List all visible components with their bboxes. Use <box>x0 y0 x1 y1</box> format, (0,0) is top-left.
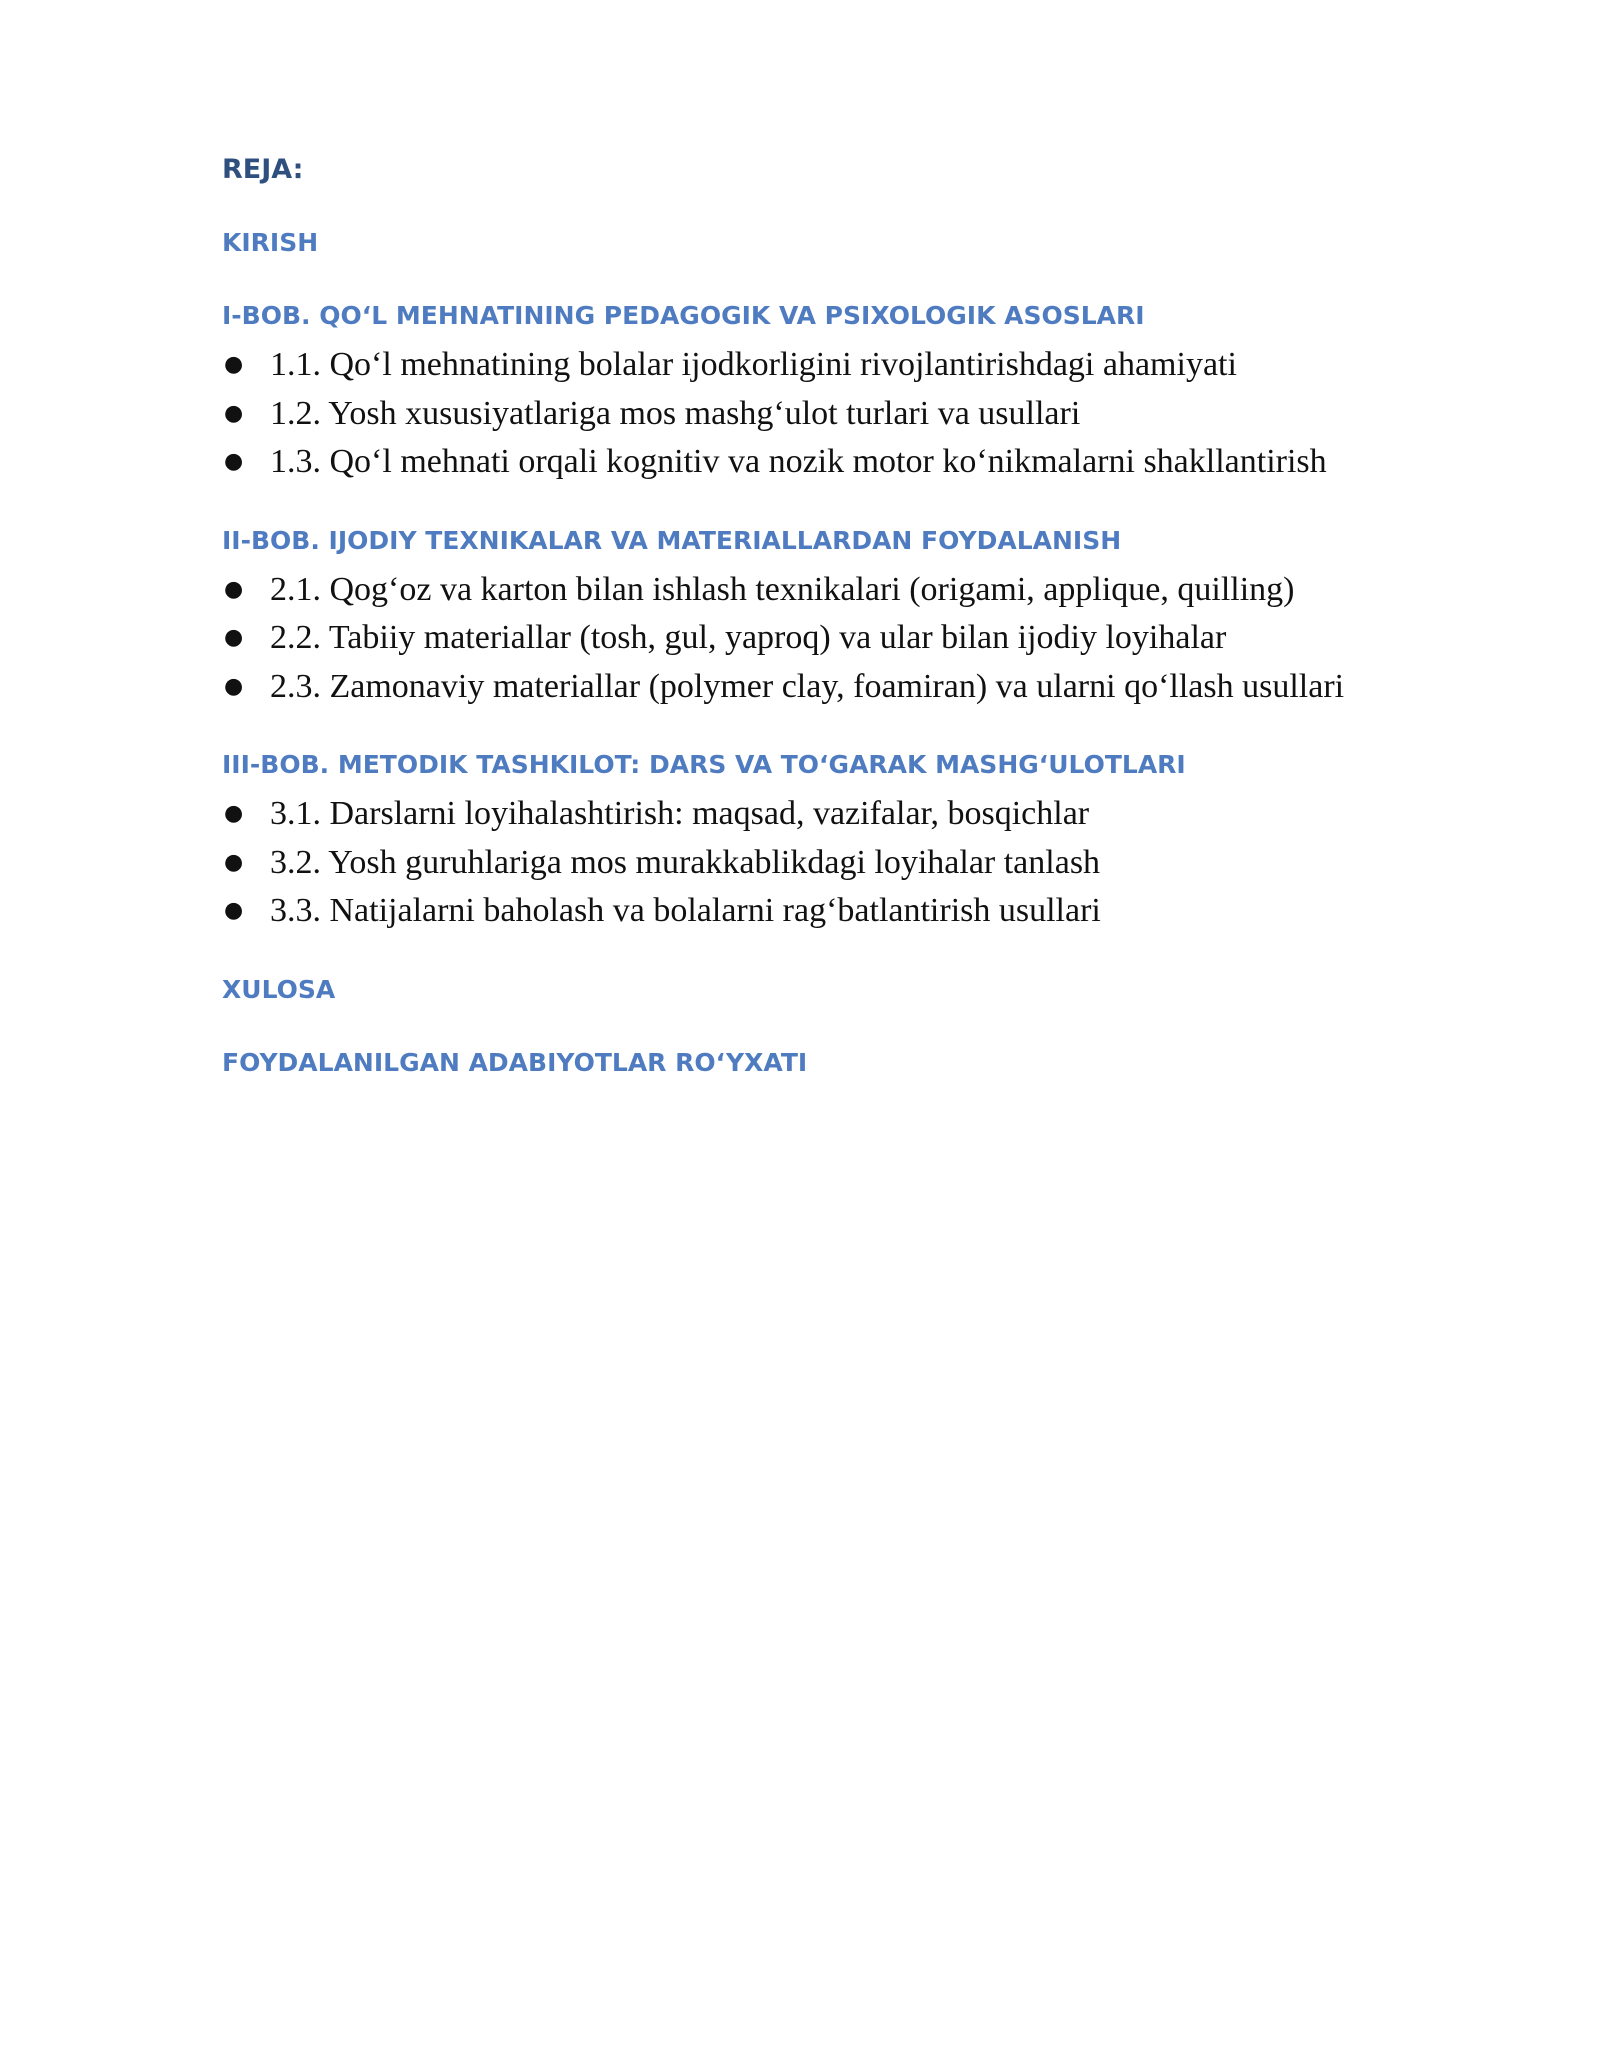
section-heading: FOYDALANILGAN ADABIYOTLAR RO‘YXATI <box>222 1047 808 1077</box>
section-heading: KIRISH <box>222 228 319 257</box>
bullet-icon: ● <box>224 400 244 426</box>
list-item-text: 2.2. Tabiiy materiallar (tosh, gul, yaproq) va ular bilan ijodiy loyihalar <box>270 619 1227 656</box>
bullet-icon: ● <box>224 576 244 602</box>
list-item-text: 1.3. Qo‘l mehnati orqali kognitiv va nozik motor ko‘nikmalarni shakllantirish <box>270 443 1327 480</box>
list-item <box>222 663 1442 712</box>
list-item <box>222 390 1442 439</box>
list-item <box>222 790 1442 839</box>
subsection-list <box>222 341 1442 487</box>
section-chapter-1 <box>222 297 1442 487</box>
bullet-icon: ● <box>224 449 244 474</box>
list-item-text: 1.1. Qo‘l mehnatining bolalar ijodkorligini rivojlantirishdagi ahamiyati <box>270 346 1237 383</box>
list-item <box>222 438 1442 487</box>
document-title: REJA: <box>222 154 304 185</box>
list-item-text: 3.2. Yosh guruhlariga mos murakkablikdagi loyihalar tanlash <box>270 843 1101 881</box>
section-chapter-2 <box>222 522 1442 712</box>
section-chapter-3 <box>222 746 1442 936</box>
list-item-text: 2.1. Qog‘oz va karton bilan ishlash texnikalari (origami, applique, quilling) <box>270 570 1295 608</box>
section-conclusion <box>222 971 1442 1009</box>
list-item-text: 2.3. Zamonaviy materiallar (polymer clay, foamiran) va ularni qo‘llash usullari <box>270 667 1345 705</box>
document-page <box>222 150 1442 1082</box>
bullet-icon: ● <box>224 673 244 699</box>
list-item <box>222 839 1442 888</box>
list-item <box>222 566 1442 615</box>
subsection-list <box>222 790 1442 936</box>
section-introduction <box>222 224 1442 262</box>
subsection-list <box>222 566 1442 712</box>
section-heading: I-BOB. QO‘L MEHNATINING PEDAGOGIK VA PSIXOLOGIK ASOSLARI <box>222 301 1145 330</box>
list-item-text: 3.3. Natijalarni baholash va bolalarni rag‘batlantirish usullari <box>270 892 1101 929</box>
list-item <box>222 614 1442 663</box>
bullet-icon: ● <box>224 352 244 377</box>
section-heading: II-BOB. IJODIY TEXNIKALAR VA MATERIALLARDAN FOYDALANISH <box>222 525 1122 555</box>
list-item-text: 3.1. Darslarni loyihalashtirish: maqsad, vazifalar, bosqichlar <box>270 795 1090 832</box>
list-item-text: 1.2. Yosh xususiyatlariga mos mashg‘ulot turlari va usullari <box>270 394 1081 432</box>
section-heading: III-BOB. METODIK TASHKILOT: DARS VA TO‘GARAK MASHG‘ULOTLARI <box>222 750 1186 779</box>
bullet-icon: ● <box>224 849 244 875</box>
bullet-icon: ● <box>224 898 244 923</box>
bullet-icon: ● <box>224 801 244 826</box>
bullet-icon: ● <box>224 625 244 650</box>
section-references <box>222 1044 1442 1082</box>
section-heading: XULOSA <box>222 974 336 1004</box>
list-item <box>222 887 1442 936</box>
list-item <box>222 341 1442 390</box>
